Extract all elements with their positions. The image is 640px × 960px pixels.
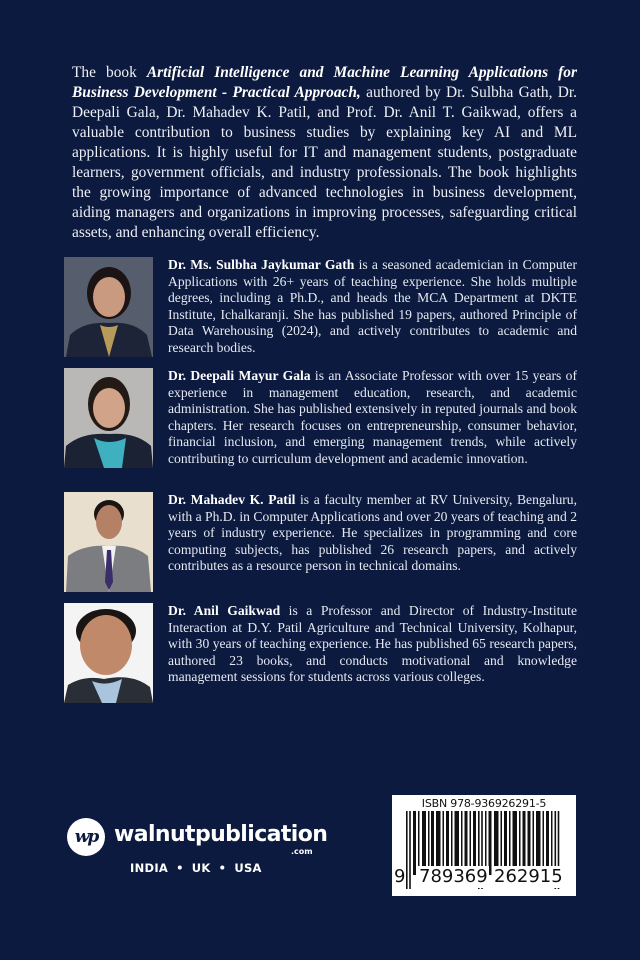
bullet-separator: • (176, 861, 184, 875)
portrait-icon (64, 257, 153, 357)
author-name: Dr. Anil Gaikwad (168, 603, 281, 618)
author-bio-gala: Dr. Deepali Mayur Gala is an Associate Professor with over 15 years of experience in management education, research, and academic administration. She has published extensively in reputed journals and book chapters. Her research focuses on entrepreneurship, consumer behavior, financial inclusion, and emerging management trends, while actively contributing to curriculum development and academic innovation. (168, 368, 577, 466)
author-bio-gath: Dr. Ms. Sulbha Jaykumar Gath is a seasoned academician in Computer Applications with 26+ years of teaching experience. She holds multiple degrees, including a Ph.D., and heads the MCA Department at DKTE Institute, Ichalkaranji. She has published 19 papers, authored Principle of Data Warehousing (2024), and actively contributes to academic and research bodies. (168, 257, 577, 355)
book-title: Artificial Intelligence and Machine Learning Applications for Business Development - Practical Approach, (72, 64, 577, 101)
region-uk: UK (191, 861, 211, 875)
author-photo-gaikwad (64, 603, 153, 703)
portrait-icon (64, 492, 153, 592)
author-name: Dr. Mahadev K. Patil (168, 492, 296, 507)
author-photo-patil (64, 492, 153, 592)
barcode-digits-right: 262915 (494, 866, 563, 887)
isbn-barcode (392, 795, 576, 896)
walnut-wp-monogram-icon: wp (67, 818, 105, 856)
portrait-icon (64, 368, 153, 468)
intro-body: authored by Dr. Sulbha Gath, Dr. Deepali Gala, Dr. Mahadev K. Patil, and Prof. Dr. Anil T. Gaikwad, offers a valuable contribution to business studies by explaining key AI and ML applications. It is highly useful for IT and management students, postgraduate learners, government officials, and industry professionals. The book highlights the growing importance of advanced technologies in business development, aiding managers and organizations in improving processes, safeguarding critical assets, and enhancing overall efficiency. (72, 84, 577, 241)
barcode-digits-left: 789369 (419, 866, 488, 887)
author-name: Dr. Deepali Mayur Gala (168, 368, 311, 383)
isbn-label: ISBN 978-936926291-5 (421, 797, 547, 810)
region-india: INDIA (130, 861, 169, 875)
publisher-domain: .com (291, 847, 313, 856)
publisher-name: walnutpublication (114, 822, 328, 847)
publisher-logo (67, 818, 327, 888)
author-photo-gala (64, 368, 153, 468)
author-bio-gaikwad: Dr. Anil Gaikwad is a Professor and Director of Industry-Institute Interaction at D.Y. Patil Agriculture and Technical University, Kolhapur, with 30 years of teaching experience. He has published 65 research papers, authored 23 books, and conducts motivational and knowledge management sessions for students across various colleges. (168, 603, 577, 685)
portrait-icon (64, 603, 153, 703)
bullet-separator: • (218, 861, 227, 875)
intro-prefix: The book (72, 64, 147, 81)
barcode-digit-first: 9 (394, 866, 406, 887)
region-usa: USA (234, 861, 262, 875)
author-bio-patil: Dr. Mahadev K. Patil is a faculty member at RV University, Bengaluru, with a Ph.D. in Computer Applications and over 20 years of teaching and 2 years of industry experience. He specializes in programming and core computing subjects, has published 26 research papers, and actively contributes as a resource person in technical domains. (168, 492, 577, 574)
author-name: Dr. Ms. Sulbha Jaykumar Gath (168, 257, 355, 272)
book-description (72, 63, 577, 243)
author-photo-gath (64, 257, 153, 357)
publisher-regions (130, 861, 262, 875)
